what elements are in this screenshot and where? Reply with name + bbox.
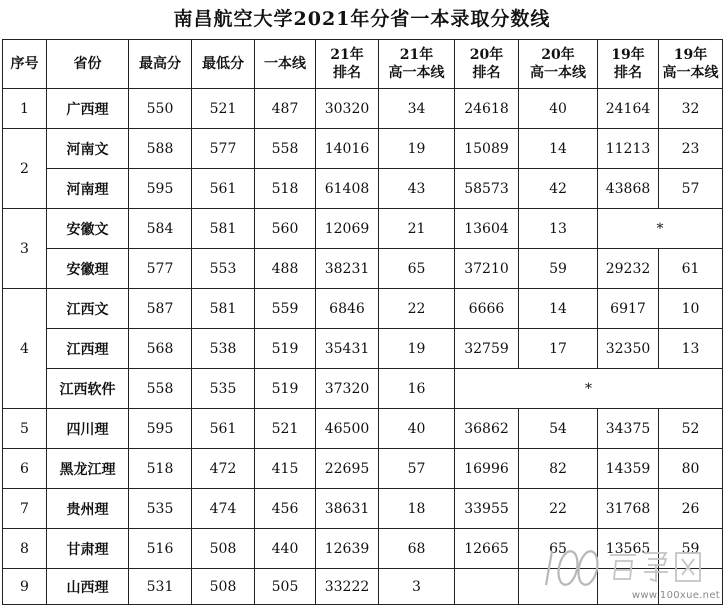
- province-cell: 安徽文: [47, 209, 129, 249]
- table-cell: 24618: [455, 89, 519, 129]
- table-cell: 59: [519, 249, 598, 289]
- table-cell: 538: [192, 329, 255, 369]
- table-cell: 587: [129, 289, 192, 329]
- table-row: [3, 289, 723, 329]
- table-cell: 42: [519, 169, 598, 209]
- table-cell: 518: [129, 449, 192, 489]
- table-cell: 40: [519, 89, 598, 129]
- table-cell: 35431: [316, 329, 379, 369]
- province-cell: 黑龙江理: [47, 449, 129, 489]
- table-cell: 535: [192, 369, 255, 409]
- province-cell: 河南理: [47, 169, 129, 209]
- table-cell: 18: [379, 489, 455, 529]
- table-cell: 6846: [316, 289, 379, 329]
- table-cell: 43868: [598, 169, 659, 209]
- column-header: 21年 排名: [316, 40, 379, 89]
- table-cell: 32759: [455, 329, 519, 369]
- table-cell: 61408: [316, 169, 379, 209]
- table-cell: 13604: [455, 209, 519, 249]
- table-cell: 415: [255, 449, 316, 489]
- table-cell: 10: [659, 289, 723, 329]
- row-index: 2: [3, 129, 47, 209]
- table-cell: 23: [659, 129, 723, 169]
- table-cell: 519: [255, 369, 316, 409]
- table-cell: 577: [129, 249, 192, 289]
- table-cell: 65: [519, 529, 598, 569]
- table-row: [3, 169, 723, 209]
- table-cell: 14: [519, 129, 598, 169]
- table-cell: 82: [519, 449, 598, 489]
- table-cell: 6917: [598, 289, 659, 329]
- table-cell: 14359: [598, 449, 659, 489]
- table-cell: 535: [129, 489, 192, 529]
- table-cell: 34375: [598, 409, 659, 449]
- table-cell: 508: [192, 569, 255, 605]
- table-cell: 26: [659, 489, 723, 529]
- table-cell: 58573: [455, 169, 519, 209]
- province-cell: 四川理: [47, 409, 129, 449]
- table-cell: 33955: [455, 489, 519, 529]
- table-row: [3, 529, 723, 569]
- table-cell: 521: [255, 409, 316, 449]
- table-cell: 21: [379, 209, 455, 249]
- table-cell: [455, 569, 519, 605]
- table-row: [3, 209, 723, 249]
- table-cell: 568: [129, 329, 192, 369]
- table-cell: 508: [192, 529, 255, 569]
- column-header: 序号: [3, 40, 47, 89]
- province-cell: 江西文: [47, 289, 129, 329]
- table-cell: 17: [519, 329, 598, 369]
- table-cell: [598, 569, 659, 605]
- row-index: 3: [3, 209, 47, 289]
- table-cell: 59: [659, 529, 723, 569]
- table-cell: 65: [379, 249, 455, 289]
- table-cell: 22695: [316, 449, 379, 489]
- province-cell: 河南文: [47, 129, 129, 169]
- table-cell: 516: [129, 529, 192, 569]
- table-cell: 16996: [455, 449, 519, 489]
- table-cell: 24164: [598, 89, 659, 129]
- table-cell: 595: [129, 169, 192, 209]
- table-cell: 22: [519, 489, 598, 529]
- table-cell: 581: [192, 209, 255, 249]
- table-row: [3, 569, 723, 605]
- table-cell: 505: [255, 569, 316, 605]
- merged-cell: *: [598, 209, 723, 249]
- table-cell: 560: [255, 209, 316, 249]
- table-cell: 521: [192, 89, 255, 129]
- table-cell: 487: [255, 89, 316, 129]
- table-cell: 19: [379, 129, 455, 169]
- row-index: 1: [3, 89, 47, 129]
- table-cell: 440: [255, 529, 316, 569]
- table-row: [3, 489, 723, 529]
- table-cell: 550: [129, 89, 192, 129]
- table-body: [3, 89, 723, 605]
- table-cell: 474: [192, 489, 255, 529]
- table-row: [3, 249, 723, 289]
- table-cell: 43: [379, 169, 455, 209]
- column-header: 一本线: [255, 40, 316, 89]
- watermark-url: www.100xue.net: [631, 590, 720, 601]
- table-cell: 12665: [455, 529, 519, 569]
- table-cell: 488: [255, 249, 316, 289]
- table-cell: 595: [129, 409, 192, 449]
- table-cell: 68: [379, 529, 455, 569]
- province-cell: 江西软件: [47, 369, 129, 409]
- row-index: 4: [3, 289, 47, 409]
- table-cell: 559: [255, 289, 316, 329]
- table-cell: 519: [255, 329, 316, 369]
- table-cell: 3: [379, 569, 455, 605]
- table-cell: 14016: [316, 129, 379, 169]
- table-cell: 32350: [598, 329, 659, 369]
- table-cell: 13: [659, 329, 723, 369]
- table-cell: 581: [192, 289, 255, 329]
- row-index: 7: [3, 489, 47, 529]
- column-header: 19年 排名: [598, 40, 659, 89]
- table-row: [3, 129, 723, 169]
- admission-score-table: [2, 39, 723, 605]
- column-header: 20年 高一本线: [519, 40, 598, 89]
- table-cell: 15089: [455, 129, 519, 169]
- province-cell: 贵州理: [47, 489, 129, 529]
- province-cell: 广西理: [47, 89, 129, 129]
- table-cell: 14: [519, 289, 598, 329]
- table-cell: 558: [255, 129, 316, 169]
- table-cell: [659, 569, 723, 605]
- table-cell: 561: [192, 169, 255, 209]
- row-index: 6: [3, 449, 47, 489]
- table-cell: 29232: [598, 249, 659, 289]
- table-cell: 46500: [316, 409, 379, 449]
- table-cell: 472: [192, 449, 255, 489]
- column-header: 最高分: [129, 40, 192, 89]
- table-cell: 57: [659, 169, 723, 209]
- province-cell: 江西理: [47, 329, 129, 369]
- table-cell: 54: [519, 409, 598, 449]
- table-cell: 38231: [316, 249, 379, 289]
- table-row: [3, 329, 723, 369]
- table-row: [3, 409, 723, 449]
- table-cell: 12069: [316, 209, 379, 249]
- table-row: [3, 449, 723, 489]
- table-cell: 456: [255, 489, 316, 529]
- table-cell: 30320: [316, 89, 379, 129]
- table-cell: 13: [519, 209, 598, 249]
- table-cell: 33222: [316, 569, 379, 605]
- column-header: 19年 高一本线: [659, 40, 723, 89]
- column-header: 20年 排名: [455, 40, 519, 89]
- row-index: 9: [3, 569, 47, 605]
- table-header-row: [3, 40, 723, 89]
- table-row: [3, 369, 723, 409]
- table-cell: 61: [659, 249, 723, 289]
- table-cell: 11213: [598, 129, 659, 169]
- row-index: 8: [3, 529, 47, 569]
- table-cell: 57: [379, 449, 455, 489]
- table-cell: 531: [129, 569, 192, 605]
- table-cell: 518: [255, 169, 316, 209]
- province-cell: 山西理: [47, 569, 129, 605]
- table-cell: 584: [129, 209, 192, 249]
- table-cell: 34: [379, 89, 455, 129]
- row-index: 5: [3, 409, 47, 449]
- table-cell: 577: [192, 129, 255, 169]
- table-row: [3, 89, 723, 129]
- table-cell: 80: [659, 449, 723, 489]
- table-cell: 52: [659, 409, 723, 449]
- table-cell: 22: [379, 289, 455, 329]
- page-title: 南昌航空大学2021年分省一本录取分数线: [173, 8, 551, 30]
- table-cell: 553: [192, 249, 255, 289]
- column-header: 最低分: [192, 40, 255, 89]
- table-cell: 40: [379, 409, 455, 449]
- table-cell: 32: [659, 89, 723, 129]
- table-cell: 38631: [316, 489, 379, 529]
- column-header: 21年 高一本线: [379, 40, 455, 89]
- merged-cell: *: [455, 369, 723, 409]
- province-cell: 甘肃理: [47, 529, 129, 569]
- column-header: 省份: [47, 40, 129, 89]
- table-cell: [519, 569, 598, 605]
- table-cell: 16: [379, 369, 455, 409]
- province-cell: 安徽理: [47, 249, 129, 289]
- table-cell: 588: [129, 129, 192, 169]
- table-cell: 19: [379, 329, 455, 369]
- table-cell: 12639: [316, 529, 379, 569]
- table-cell: 37320: [316, 369, 379, 409]
- table-cell: 36862: [455, 409, 519, 449]
- table-cell: 558: [129, 369, 192, 409]
- table-cell: 13565: [598, 529, 659, 569]
- table-cell: 561: [192, 409, 255, 449]
- table-cell: 6666: [455, 289, 519, 329]
- table-cell: 37210: [455, 249, 519, 289]
- table-cell: 31768: [598, 489, 659, 529]
